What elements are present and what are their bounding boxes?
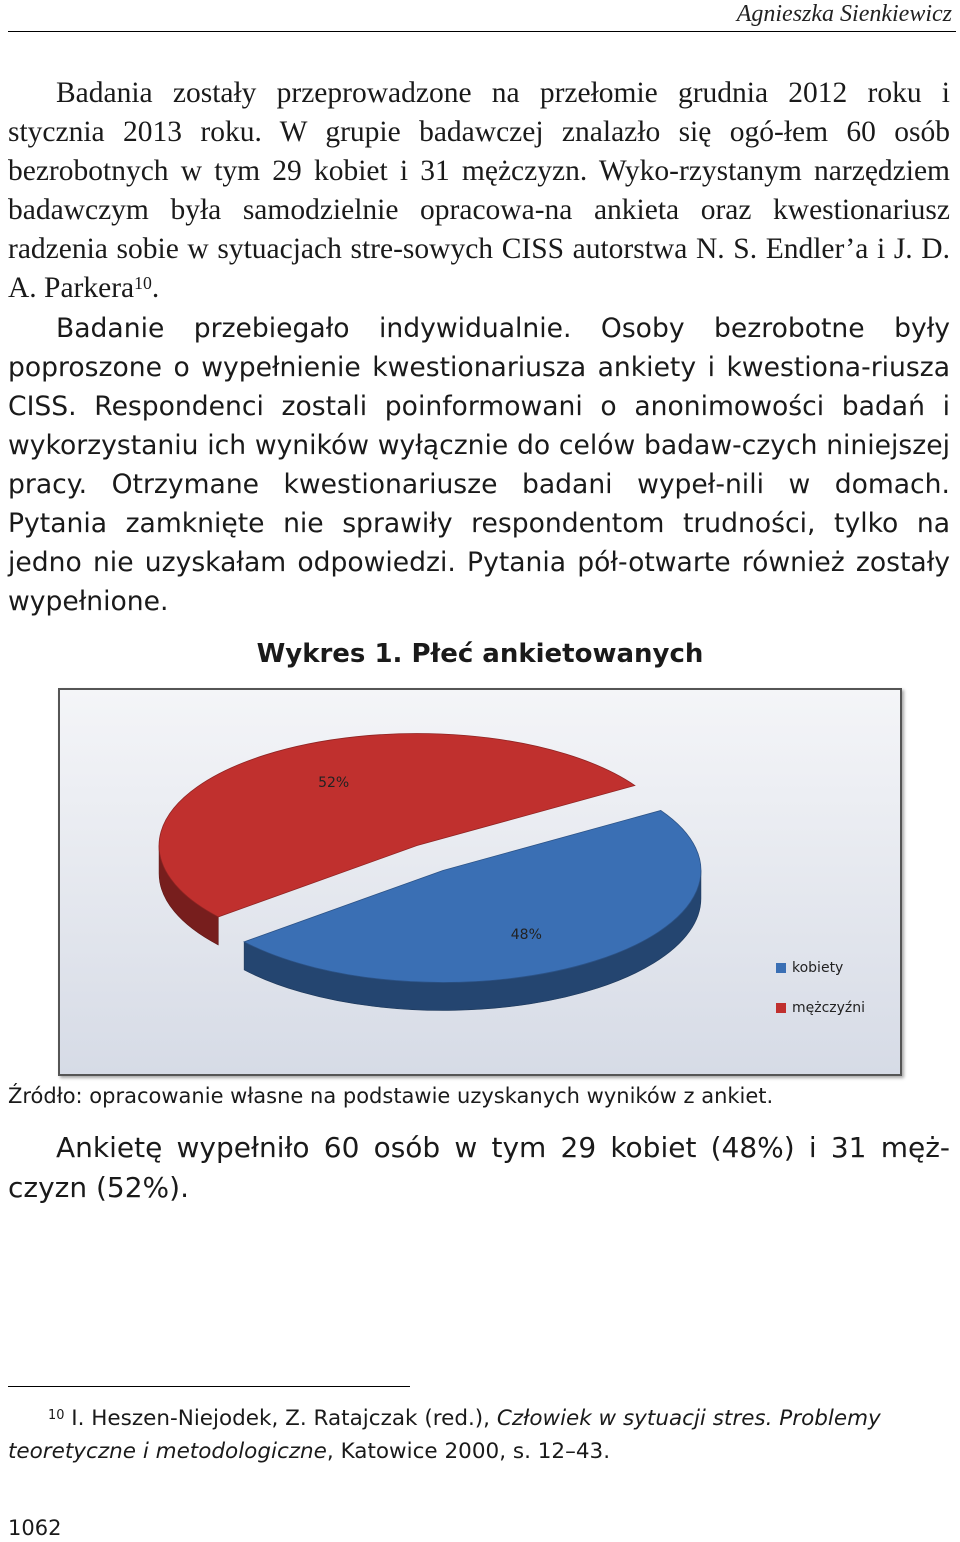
paragraph-3 (8, 1128, 950, 1208)
header-rule (8, 31, 956, 32)
paragraph-1-text: Badania zostały przeprowadzone na przełomie grudnia 2012 roku i stycznia 2013 roku. W grupie badawczej znalazło się ogó-łem 60 osób bezrobotnych w tym 29 kobiet i 31 mężczyzn. Wyko-rzystanym narzędziem badawczym była samodzielnie opracowa-na ankieta oraz kwestionariusz radzenia sobie w sytuacjach stre-sowych CISS autorstwa N. S. Endler’a i J. D. A. Parkera (8, 77, 950, 304)
paragraph-2 (8, 309, 950, 621)
paragraph-3-text: Ankietę wypełniło 60 osób w tym 29 kobiet (48%) i 31 męż-czyzn (52%). (8, 1131, 950, 1204)
footnote (8, 1402, 950, 1468)
page-number: 1062 (8, 1516, 62, 1540)
legend-label-mężczyźni: mężczyźni (792, 1000, 866, 1016)
legend-swatch-mężczyźni (776, 1003, 786, 1013)
figure-caption: Wykres 1. Płeć ankietowanych (256, 639, 704, 669)
footnote-tail: , Katowice 2000, s. 12–43. (326, 1439, 611, 1464)
paragraph-2-text: Badanie przebiegało indywidualnie. Osoby bezrobotne były poproszone o wypełnienie kwestionariusza ankiety i kwestiona-riusza CISS. Respondenci zostali poinformowani o anonimowości badań i wykorzystaniu ich wyników wyłącznie do celów badaw-czych niniejszej pracy. Otrzymane kwestionariusze badani wypeł-nili w domach. Pytania zamknięte nie sprawiły respondentom trudności, tylko na jedno nie uzyskałam odpowiedzi. Pytania pół-otwarte również zostały wypełnione. (8, 313, 950, 617)
footnote-text: I. Heszen-Niejodek, Z. Ratajczak (red.), (64, 1406, 497, 1431)
footnote-number: 10 (48, 1408, 65, 1424)
legend-label-kobiety: kobiety (792, 960, 844, 976)
paragraph-1-tail: . (151, 272, 160, 304)
running-head: Agnieszka Sienkiewicz (736, 1, 952, 27)
legend-swatch-kobiety (776, 963, 786, 973)
pie-chart (58, 688, 902, 1076)
paragraph-1 (8, 74, 950, 308)
footnote-rule (8, 1386, 410, 1387)
footnote-ref[interactable]: 10 (134, 273, 152, 294)
footnote-title: Człowiek w sytuacji stres. Problemy teoretyczne i metodologiczne (8, 1406, 881, 1464)
pie-data-label-kobiety: 48% (510, 926, 542, 943)
pie-chart-svg (60, 690, 900, 1074)
pie-data-label-mężczyźni: 52% (318, 775, 350, 792)
source-note: Źródło: opracowanie własne na podstawie uzyskanych wyników z ankiet. (8, 1084, 774, 1108)
